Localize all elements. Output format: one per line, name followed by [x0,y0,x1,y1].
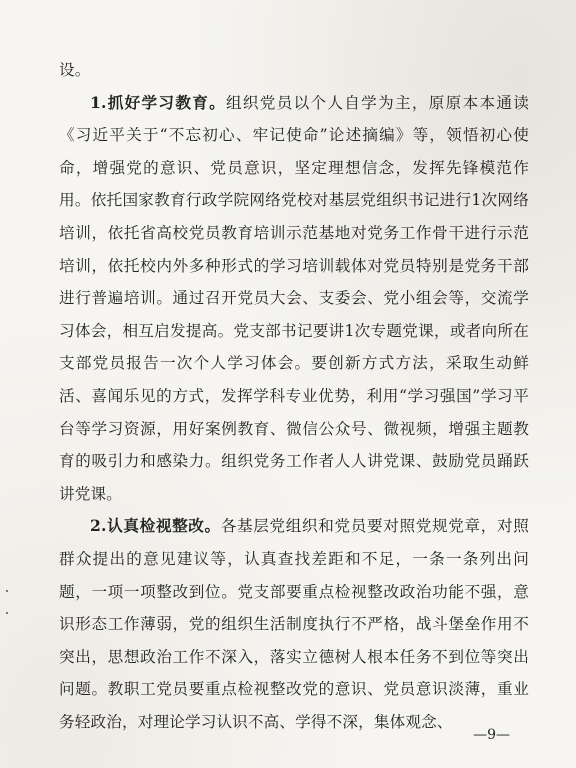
section-2-paragraph [59,510,529,738]
section-1-body: 组织党员以个人自学为主，原原本本通读《习近平关于“不忘初心、牢记使命”论述摘编》等，领悟初心使命，增强党的意识、党员意识，坚定理想信念，发挥先锋模范作用。依托国家教育行政学院网络党校对基层党组织书记进行1次网络培训，依托省高校党员教育培训示范基地对党务工作骨干进行示范培训，依托校内外多种形式的学习培训载体对党员特别是党务干部进行普遍培训。通过召开党员大会、支委会、党小组会等，交流学习体会，相互启发提高。党支部书记要讲1次专题党课，或者向所在支部党员报告一次个人学习体会。要创新方式方法，采取生动鲜活、喜闻乐见的方式，发挥学科专业优势，利用“学习强国”学习平台等学习资源，用好案例教育、微信公众号、微视频，增强主题教育的吸引力和感染力。组织党务工作者人人讲党课、鼓励党员踊跃讲党课。 [59,93,529,503]
section-1-paragraph [59,87,529,511]
binding-mark [6,612,8,614]
continuation-text: 设。 [59,61,91,79]
section-2-body: 各基层党组织和党员要对照党规党章，对照群众提出的意见建议等，认真查找差距和不足，一条一条列出问题，一项一项整改到位。党支部要重点检视整改政治功能不强，意识形态工作薄弱，党的组织生活制度执行不严格，战斗堡垒作用不突出，思想政治工作不深入，落实立德树人根本任务不到位等突出问题。教职工党员要重点检视整改党的意识、党员意识淡薄，重业务轻政治，对理论学习认识不高、学得不深，集体观念、 [59,517,529,731]
section-1-heading: 1.抓好学习教育。 [90,92,227,112]
page-number: —9— [473,727,510,743]
section-2-heading: 2.认真检视整改。 [90,516,221,536]
document-body [59,54,529,738]
binding-mark [6,590,8,592]
